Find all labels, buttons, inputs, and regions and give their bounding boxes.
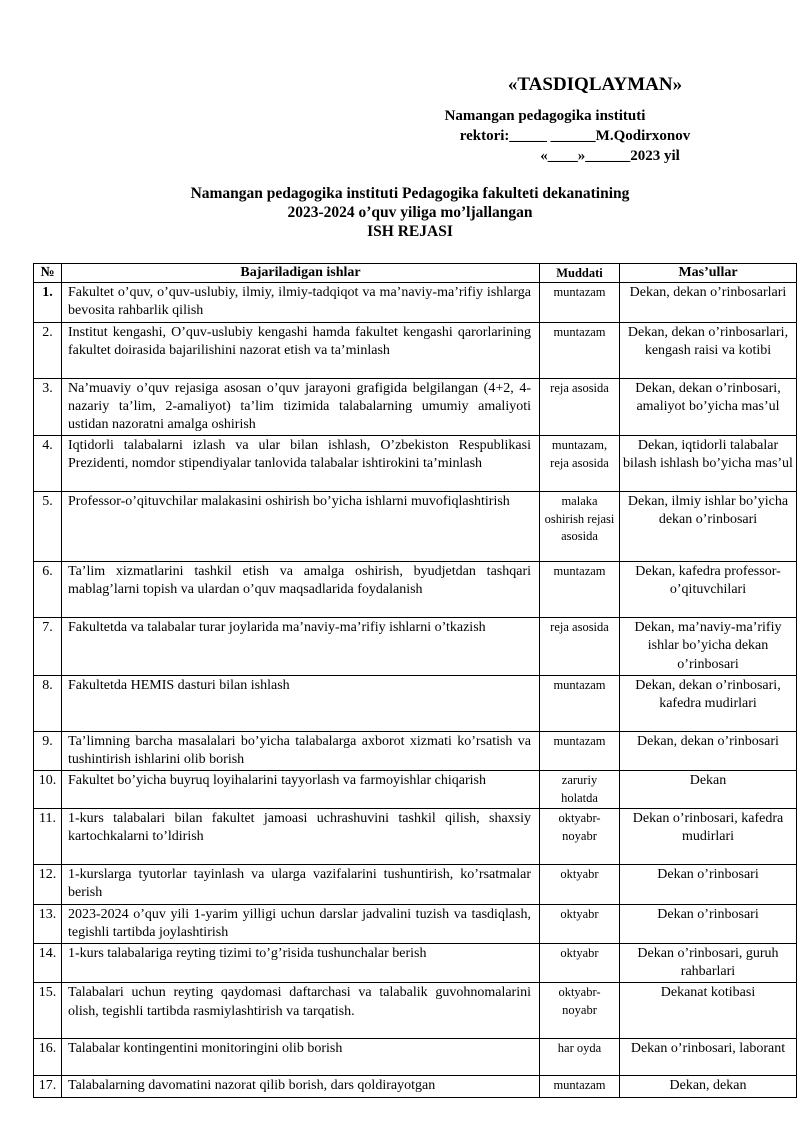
row-deadline: muntazam — [540, 675, 620, 731]
table-row — [34, 1039, 797, 1076]
row-responsible: Dekan, ilmiy ishlar bo’yicha dekan o’rinbosari — [620, 492, 797, 562]
row-task: Talabalarning davomatini nazorat qilib borish, dars qoldirayotgan — [62, 1076, 540, 1097]
row-deadline: malaka oshirish rejasi asosida — [540, 492, 620, 562]
row-responsible: Dekan o’rinbosari, kafedra mudirlari — [620, 809, 797, 865]
table-row — [34, 865, 797, 904]
row-deadline: reja asosida — [540, 618, 620, 676]
row-deadline: zaruriy holatda — [540, 771, 620, 809]
row-responsible: Dekan, dekan — [620, 1076, 797, 1097]
row-task: Fakultetda va talabalar turar joylarida ma’naviy-ma’rifiy ishlarni o’tkazish — [62, 618, 540, 676]
row-number: 13. — [34, 904, 62, 943]
approval-rector: rektori:_____ ______M.Qodirxonov — [459, 128, 691, 144]
approval-title: «TASDIQLAYMAN» — [507, 74, 683, 95]
table-row — [34, 322, 797, 378]
row-deadline: oktyabr — [540, 944, 620, 983]
row-number: 11. — [34, 809, 62, 865]
row-number: 7. — [34, 618, 62, 676]
row-responsible: Dekan o’rinbosari, laborant — [620, 1039, 797, 1076]
row-responsible: Dekan, dekan o’rinbosarlari — [620, 283, 797, 322]
row-responsible: Dekan, dekan o’rinbosarlari, kengash raisi va kotibi — [620, 322, 797, 378]
table-row — [34, 562, 797, 618]
table-row — [34, 904, 797, 943]
row-number: 14. — [34, 944, 62, 983]
row-task: Fakultetda HEMIS dasturi bilan ishlash — [62, 675, 540, 731]
table-row — [34, 771, 797, 809]
row-responsible: Dekan, ma’naviy-ma’rifiy ishlar bo’yicha dekan o’rinbosari — [620, 618, 797, 676]
table-row — [34, 675, 797, 731]
header-deadline: Muddati — [540, 264, 620, 283]
row-responsible: Dekan o’rinbosari — [620, 904, 797, 943]
row-task: Fakultet bo’yicha buyruq loyihalarini tayyorlash va farmoyishlar chiqarish — [62, 771, 540, 809]
row-number: 10. — [34, 771, 62, 809]
table-row — [34, 492, 797, 562]
row-task: Na’muaviy o’quv rejasiga asosan o’quv jarayoni grafigida belgilangan (4+2, 4-nazariy ta’lim, 2-amaliyot) ta’lim tizimida talabalarning umumiy amaliyoti ustidan nazoratni amalga oshirish — [62, 378, 540, 436]
document-title — [60, 184, 760, 241]
row-responsible: Dekan, dekan o’rinbosari, amaliyot bo’yicha mas’ul — [620, 378, 797, 436]
header-responsible: Mas’ullar — [620, 264, 797, 283]
row-task: Ta’lim xizmatlarini tashkil etish va amalga oshirish, byudjetdan tashqari mablag’larni topish va ulardan o’quv maqsadlarida foydalanish — [62, 562, 540, 618]
table-row — [34, 378, 797, 436]
table-header-row — [34, 264, 797, 283]
row-task: Talabalar kontingentini monitoringini olib borish — [62, 1039, 540, 1076]
table-row — [34, 436, 797, 492]
row-number: 12. — [34, 865, 62, 904]
row-task: Professor-o’qituvchilar malakasini oshirish bo’yicha ishlarni muvofiqlashtirish — [62, 492, 540, 562]
row-task: 2023-2024 o’quv yili 1-yarim yilligi uchun darslar jadvalini tuzish va tasdiqlash, tegishli tartibda joylashtirish — [62, 904, 540, 943]
row-number: 17. — [34, 1076, 62, 1097]
header-number: № — [34, 264, 62, 283]
table-row — [34, 983, 797, 1039]
row-deadline: muntazam, reja asosida — [540, 436, 620, 492]
row-deadline: muntazam — [540, 731, 620, 770]
row-task: 1-kurslarga tyutorlar tayinlash va ularga vazifalarini tushuntirish, ko’rsatmalar berish — [62, 865, 540, 904]
row-number: 15. — [34, 983, 62, 1039]
row-task: 1-kurs talabalari bilan fakultet jamoasi uchrashuvini tashkil qilish, shaxsiy kartochkalarni to’ldirish — [62, 809, 540, 865]
row-responsible: Dekan o’rinbosari — [620, 865, 797, 904]
row-responsible: Dekan, kafedra professor-o’qituvchilari — [620, 562, 797, 618]
approval-institute: Namangan pedagogika instituti — [444, 108, 646, 124]
table-row — [34, 809, 797, 865]
work-plan-table — [33, 263, 797, 1098]
row-deadline: har oyda — [540, 1039, 620, 1076]
table-row — [34, 283, 797, 322]
row-number: 6. — [34, 562, 62, 618]
table-body — [34, 283, 797, 1097]
row-number: 8. — [34, 675, 62, 731]
row-deadline: muntazam — [540, 562, 620, 618]
row-number: 4. — [34, 436, 62, 492]
approval-date: «____»______2023 yil — [540, 148, 680, 164]
row-deadline: oktyabr-noyabr — [540, 983, 620, 1039]
row-responsible: Dekan — [620, 771, 797, 809]
row-task: Ta’limning barcha masalalari bo’yicha talabalarga axborot xizmati ko’rsatish va tushintirish ishlarini olib borish — [62, 731, 540, 770]
row-number: 3. — [34, 378, 62, 436]
row-responsible: Dekan, dekan o’rinbosari, kafedra mudirlari — [620, 675, 797, 731]
document-title-line-2: 2023-2024 o’quv yiliga mo’ljallangan — [287, 204, 533, 221]
table-row — [34, 1076, 797, 1097]
row-deadline: muntazam — [540, 1076, 620, 1097]
table-row — [34, 944, 797, 983]
row-task: Talabalari uchun reyting qaydomasi daftarchasi va talabalik guvohnomalarini olish, tegishli tartibda rasmiylashtirish va tarqatish. — [62, 983, 540, 1039]
row-number: 16. — [34, 1039, 62, 1076]
row-number: 9. — [34, 731, 62, 770]
row-responsible: Dekan o’rinbosari, guruh rahbarlari — [620, 944, 797, 983]
row-number: 5. — [34, 492, 62, 562]
row-deadline: oktyabr — [540, 904, 620, 943]
row-responsible: Dekan, dekan o’rinbosari — [620, 731, 797, 770]
row-task: 1-kurs talabalariga reyting tizimi to’g’risida tushunchalar berish — [62, 944, 540, 983]
approval-block — [380, 74, 710, 166]
row-deadline: reja asosida — [540, 378, 620, 436]
document-title-line-3: ISH REJASI — [367, 223, 453, 240]
row-deadline: oktyabr-noyabr — [540, 809, 620, 865]
table-row — [34, 731, 797, 770]
row-responsible: Dekan, iqtidorli talabalar bilash ishlash bo’yicha mas’ul — [620, 436, 797, 492]
row-deadline: oktyabr — [540, 865, 620, 904]
row-task: Institut kengashi, O’quv-uslubiy kengashi hamda fakultet kengashi qarorlarining fakultet doirasida bajarilishini nazorat etish va ta’minlash — [62, 322, 540, 378]
header-task: Bajariladigan ishlar — [62, 264, 540, 283]
row-number: 2. — [34, 322, 62, 378]
document-title-line-1: Namangan pedagogika instituti Pedagogika fakulteti dekanatining — [190, 185, 630, 202]
row-deadline: muntazam — [540, 283, 620, 322]
row-task: Fakultet o’quv, o’quv-uslubiy, ilmiy, ilmiy-tadqiqot va ma’naviy-ma’rifiy ishlarga bevosita rahbarlik qilish — [62, 283, 540, 322]
table-row — [34, 618, 797, 676]
row-number: 1. — [34, 283, 62, 322]
row-deadline: muntazam — [540, 322, 620, 378]
row-task: Iqtidorli talabalarni izlash va ular bilan ishlash, O’zbekiston Respublikasi Prezidenti, nomdor stipendiyalar tanlovida talabalar ishtirokini ta’minlash — [62, 436, 540, 492]
row-responsible: Dekanat kotibasi — [620, 983, 797, 1039]
